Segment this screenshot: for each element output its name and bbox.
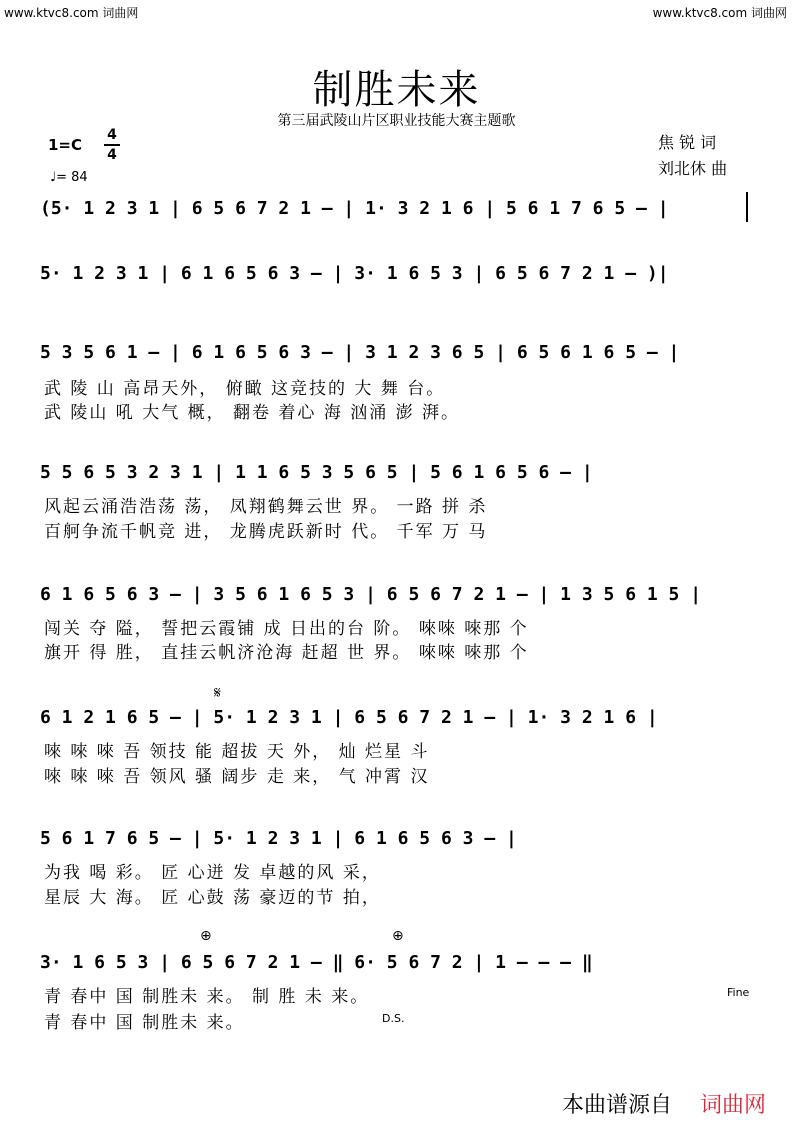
lyrics-verse-2: 武 陵山 吼 大气 概， 翻卷 着心 海 汹涌 澎 湃。 [44, 403, 461, 423]
lyrics-verse-2: 星辰 大 海。 匠 心鼓 荡 豪迈的节 拍， [44, 888, 381, 908]
footer-site-name: 词曲网 [700, 1093, 767, 1118]
notes: 5 6 1 7 6 5 – | 5· 1 2 3 1 | 6 1 6 5 6 3 – | [40, 828, 517, 849]
notes: 5· 1 2 3 1 | 6 1 6 5 6 3 – | 3· 1 6 5 3 | 6 5 6 7 2 1 – )| [40, 263, 669, 284]
notes: 5 3 5 6 1 – | 6 1 6 5 6 3 – | 3 1 2 3 6 5 | 6 5 6 1 6 5 – | [40, 342, 680, 363]
ds-mark: D.S. [382, 1012, 405, 1025]
time-bottom: 4 [107, 147, 117, 163]
lyricist-credit: 焦 锐 词 [658, 133, 717, 152]
song-subtitle: 第三届武陵山片区职业技能大赛主题歌 [277, 113, 516, 129]
song-title: 制胜未来 [312, 67, 481, 113]
lyrics-verse-1: 武 陵 山 高昂天外， 俯瞰 这竞技的 大 舞 台。 [44, 379, 446, 399]
lyrics-verse-2: 旗开 得 胜， 直挂云帆济沧海 赶超 世 界。 唻唻 唻那 个 [44, 643, 529, 663]
tempo-marking: ♩= 84 [50, 170, 88, 185]
fine-mark: Fine [727, 986, 750, 999]
notes: 3· 1 6 5 3 | 6 5 6 7 2 1 – ‖ 6· 5 6 7 2 | 1 – – – ‖ [40, 952, 593, 973]
notes: 6 1 2 1 6 5 – | 5· 1 2 3 1 | 6 5 6 7 2 1 – | 1· 3 2 1 6 | [40, 707, 658, 728]
lyrics-verse-1: 青 春中 国 制胜未 来。 制 胜 未 来。 [44, 987, 370, 1007]
lyrics-verse-1: 闯关 夺 隘， 誓把云霞铺 成 日出的台 阶。 唻唻 唻那 个 [44, 619, 529, 639]
key-signature: 1=C [48, 136, 83, 154]
time-top: 4 [107, 127, 117, 143]
composer-credit: 刘北休 曲 [658, 159, 728, 178]
coda-sign-1: ⊕ [200, 928, 212, 944]
notes: 5 5 6 5 3 2 3 1 | 1 1 6 5 3 5 6 5 | 5 6 1 6 5 6 – | [40, 462, 593, 483]
notes: (5· 1 2 3 1 | 6 5 6 7 2 1 – | 1· 3 2 1 6 | 5 6 1 7 6 5 – | [40, 198, 669, 219]
lyrics-verse-1: 唻 唻 唻 吾 领技 能 超拔 天 外， 灿 烂星 斗 [44, 742, 430, 762]
lyrics-verse-1: 为我 喝 彩。 匠 心迸 发 卓越的风 采， [44, 863, 381, 883]
lyrics-verse-2: 唻 唻 唻 吾 领风 骚 阔步 走 来， 气 冲霄 汉 [44, 767, 430, 787]
lyrics-verse-2: 青 春中 国 制胜未 来。 [44, 1013, 245, 1033]
time-signature [104, 127, 120, 163]
lyrics-verse-2: 百舸争流千帆竞 进， 龙腾虎跃新时 代。 千军 万 马 [44, 522, 488, 542]
segno-sign: 𝄋 [214, 683, 221, 702]
notes: 6 1 6 5 6 3 – | 3 5 6 1 6 5 3 | 6 5 6 7 2 1 – | 1 3 5 6 1 5 | [40, 584, 702, 605]
watermark-left: www.ktvc8.com 词曲网 [4, 6, 139, 20]
watermark-right: www.ktvc8.com 词曲网 [652, 6, 787, 20]
coda-sign-2: ⊕ [392, 928, 404, 944]
lyrics-verse-1: 风起云涌浩浩荡 荡， 凤翔鹤舞云世 界。 一路 拼 杀 [44, 497, 488, 517]
footer-source-label: 本曲谱源自 [562, 1093, 673, 1118]
